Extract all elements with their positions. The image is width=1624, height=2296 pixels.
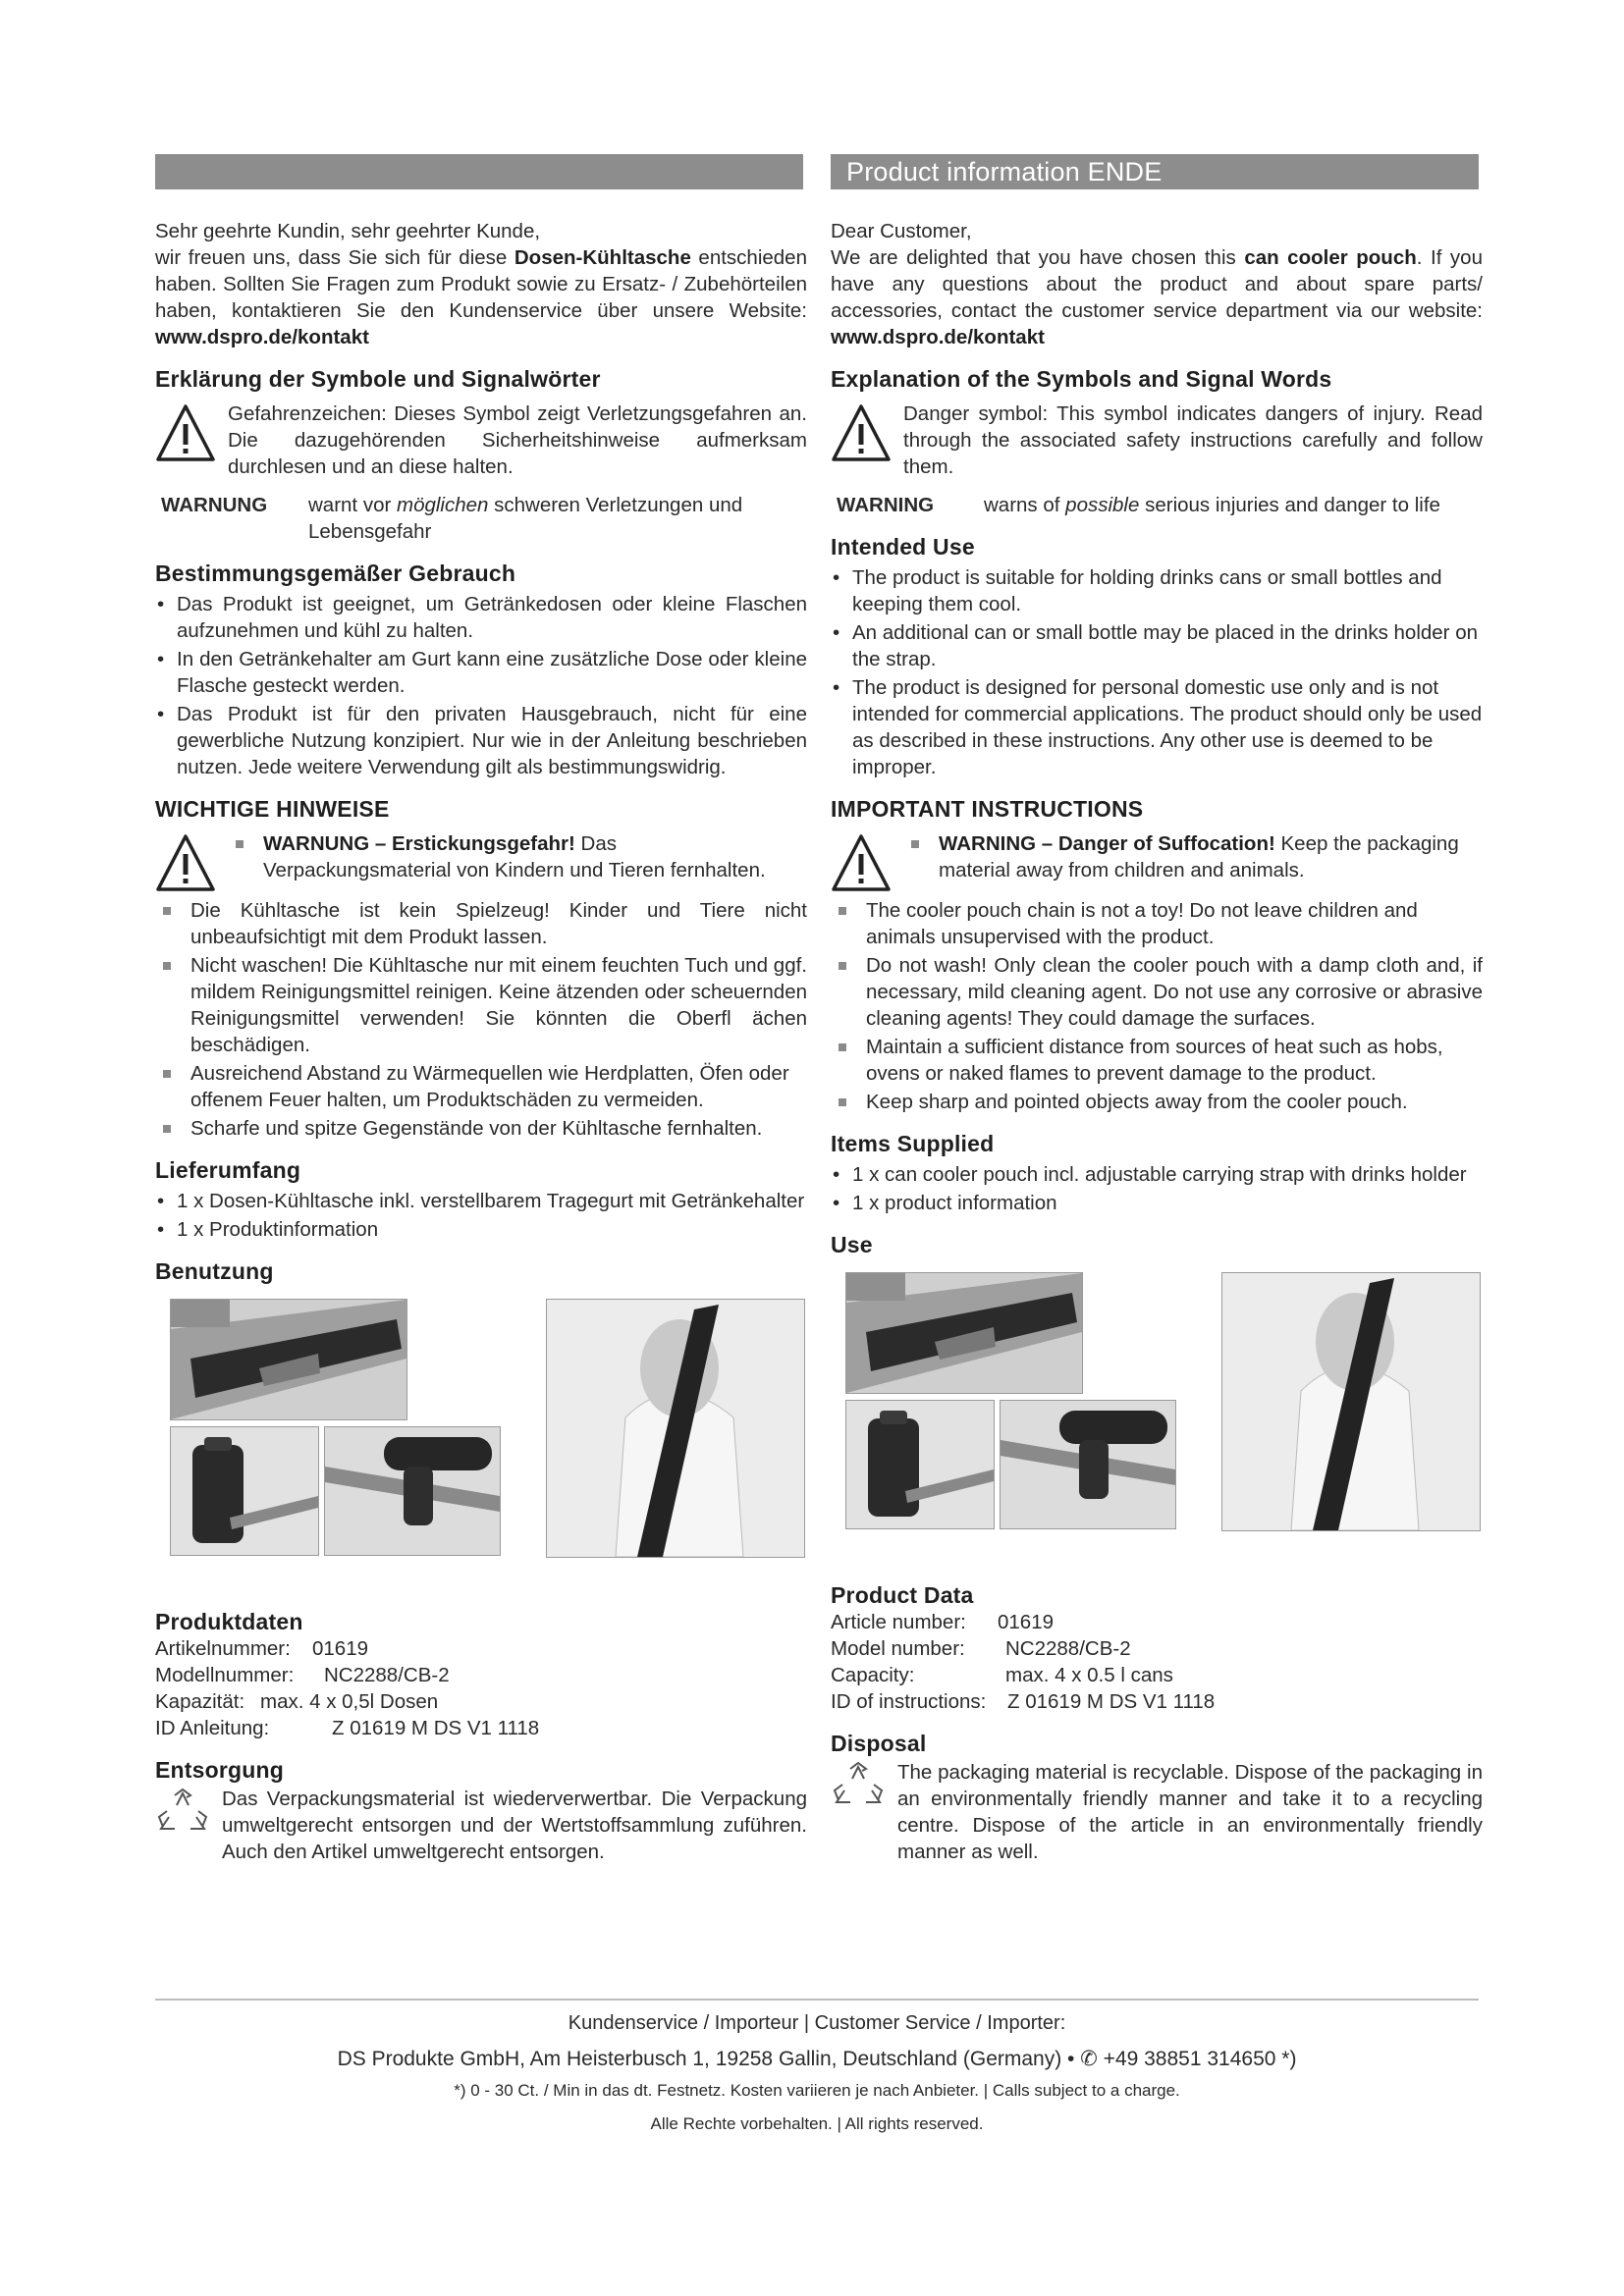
product-data-table	[155, 1635, 807, 1741]
list-item: • An additional can or small bottle may be placed in the drinks holder on the strap.	[831, 619, 1483, 672]
photo-pouch-open	[170, 1299, 407, 1420]
disposal-row	[155, 1786, 807, 1865]
column-german	[155, 218, 807, 1865]
recycling-icon	[831, 1761, 886, 1814]
intended-use-heading: Intended Use	[831, 534, 975, 560]
footer-service-line: Kundenservice / Importeur | Customer Service / Importer:	[568, 2012, 1066, 2034]
signal-word: WARNING	[837, 494, 935, 516]
data-row: Model number: NC2288/CB-2	[831, 1637, 1131, 1660]
footer	[155, 1999, 1479, 2134]
signal-word: WARNUNG	[161, 494, 268, 516]
data-row: ID of instructions: Z 01619 M DS V1 1118	[831, 1690, 1216, 1713]
list-item: • In den Getränkehalter am Gurt kann eine zusätzliche Dose oder kleine Flasche gesteckt werden.	[155, 646, 807, 699]
header-bar-left	[155, 154, 803, 189]
disposal-text: The packaging material is recyclable. Dispose of the packaging in an environmentally friendly manner and take it to a recycling centre. Dispose of the article in an environmentally friendly manner as well.	[897, 1761, 1483, 1863]
product-data-heading: Produktdaten	[155, 1609, 303, 1634]
important-heading: WICHTIGE HINWEISE	[155, 796, 390, 822]
danger-symbol-text: Gefahrenzeichen: Dieses Symbol zeigt Verletzungsgefahren an. Die dazugehörenden Sicherheitshinweise aufmerksam durchlesen und an diese halten.	[228, 402, 807, 478]
data-row: Kapazität: max. 4 x 0,5l Dosen	[155, 1690, 439, 1713]
column-english	[831, 218, 1483, 1865]
danger-symbol-text: Danger symbol: This symbol indicates dangers of injury. Read through the associated safety instructions carefully and follow them.	[903, 402, 1483, 478]
contact-link[interactable]: www.dspro.de/kontakt	[831, 326, 1045, 348]
supplied-list	[155, 1188, 807, 1243]
list-item: • Das Produkt ist für den privaten Hausgebrauch, nicht für eine gewerbliche Nutzung konzipiert. Nur wie in der Anleitung beschrieben nutzen. Jede weitere Verwendung gilt als bestimmungswidrig.	[155, 701, 807, 780]
usage-photos	[831, 1272, 1483, 1567]
list-item: Scharfe und spitze Gegenstände von der Kühltasche fernhalten.	[155, 1115, 807, 1142]
salutation: Dear Customer,	[831, 220, 972, 242]
intended-use-heading: Bestimmungsgemäßer Gebrauch	[155, 561, 516, 586]
contact-link[interactable]: www.dspro.de/kontakt	[155, 326, 369, 348]
list-item: • 1 x Dosen-Kühltasche inkl. verstellbarem Tragegurt mit Getränkehalter	[155, 1188, 807, 1214]
signal-word-row	[831, 492, 1483, 518]
disposal-text: Das Verpackungsmaterial ist wiederverwertbar. Die Verpackung umweltgerecht entsorgen und der Wertstoffsammlung zuführen. Auch den Artikel umweltgerecht entsorgen.	[222, 1788, 807, 1863]
list-item: • Das Produkt ist geeignet, um Getränkedosen oder kleine Flaschen aufzunehmen und kühl zu halten.	[155, 591, 807, 644]
instructions-list	[831, 897, 1483, 1115]
footer-address-line: DS Produkte GmbH, Am Heisterbusch 1, 19258 Gallin, Deutschland (Germany) • ✆ +49 38851 314650 *)	[337, 2048, 1297, 2070]
salutation: Sehr geehrte Kundin, sehr geehrter Kunde,	[155, 220, 541, 242]
footer-cost-note: *) 0 - 30 Ct. / Min in das dt. Festnetz. Kosten variieren je nach Anbieter. | Calls subject to a charge.	[454, 2081, 1180, 2100]
data-row: Article number: 01619	[831, 1611, 1055, 1633]
disposal-heading: Entsorgung	[155, 1757, 285, 1783]
list-item: • 1 x product information	[831, 1190, 1483, 1216]
suffocation-warning-row	[831, 830, 1483, 893]
usage-heading: Use	[831, 1232, 873, 1257]
suffocation-warning: WARNUNG – Erstickungsgefahr! Das Verpackungsmaterial von Kindern und Tieren fernhalten.	[228, 830, 807, 883]
signal-word-text: warns of possible serious injuries and danger to life	[984, 494, 1440, 516]
list-item: The cooler pouch chain is not a toy! Do not leave children and animals unsupervised with the product.	[831, 897, 1483, 950]
data-row: Modellnummer: NC2288/CB-2	[155, 1664, 450, 1686]
photo-person-carrying	[1221, 1272, 1481, 1531]
page-title: Product information ENDE	[846, 157, 1163, 187]
warning-triangle-icon	[831, 402, 892, 463]
list-item: Do not wash! Only clean the cooler pouch with a damp cloth and, if necessary, mild cleaning agent. Do not use any corrosive or abrasive cleaning agents! They could damage the surfaces.	[831, 952, 1483, 1032]
intro-text: wir freuen uns, dass Sie sich für diese Dosen-Kühltasche entschieden haben. Sollten Sie Fragen zum Produkt sowie zu Ersatz- / Zubehörteilen haben, kontaktieren Sie den Kundenservice über unsere Website: www.dspro.de/kontakt	[155, 246, 807, 348]
supplied-heading: Items Supplied	[831, 1131, 995, 1156]
intended-use-list	[155, 591, 807, 780]
warning-triangle-icon	[831, 832, 892, 893]
instructions-list	[155, 897, 807, 1142]
danger-symbol-row	[831, 400, 1483, 480]
symbols-heading: Explanation of the Symbols and Signal Words	[831, 366, 1332, 392]
signal-word-row	[155, 492, 807, 545]
disposal-heading: Disposal	[831, 1731, 927, 1756]
list-item: Maintain a sufficient distance from sources of heat such as hobs, ovens or naked flames to prevent damage to the product.	[831, 1034, 1483, 1087]
list-item: • The product is designed for personal domestic use only and is not intended for commercial applications. The product should only be used as described in these instructions. Any other use is deemed to be improper.	[831, 674, 1483, 780]
usage-heading: Benutzung	[155, 1258, 274, 1284]
symbols-heading: Erklärung der Symbole und Signalwörter	[155, 366, 601, 392]
list-item: Die Kühltasche ist kein Spielzeug! Kinder und Tiere nicht unbeaufsichtigt mit dem Produkt lassen.	[155, 897, 807, 950]
danger-symbol-row	[155, 400, 807, 480]
product-data-heading: Product Data	[831, 1582, 974, 1608]
photo-pouch-upright	[170, 1426, 319, 1556]
photo-person-carrying	[546, 1299, 805, 1558]
suffocation-warning: WARNING – Danger of Suffocation! Keep the packaging material away from children and animals.	[903, 830, 1483, 883]
warning-triangle-icon	[155, 832, 216, 893]
data-row: Capacity: max. 4 x 0.5 l cans	[831, 1664, 1173, 1686]
product-data-table	[831, 1609, 1483, 1715]
photo-pouch-with-holder	[1000, 1400, 1176, 1529]
list-item: • The product is suitable for holding drinks cans or small bottles and keeping them cool.	[831, 564, 1483, 617]
list-item: • 1 x can cooler pouch incl. adjustable carrying strap with drinks holder	[831, 1161, 1483, 1188]
suffocation-warning-row	[155, 830, 807, 893]
photo-pouch-with-holder	[324, 1426, 501, 1556]
intro-text: We are delighted that you have chosen this can cooler pouch. If you have any questions about the product and about spare parts/ accessories, contact the customer service department via our website: www.dspro.de/kontakt	[831, 246, 1483, 348]
intended-use-list	[831, 564, 1483, 780]
warning-triangle-icon	[155, 402, 216, 463]
supplied-list	[831, 1161, 1483, 1216]
list-item: • 1 x Produktinformation	[155, 1216, 807, 1243]
list-item: Keep sharp and pointed objects away from the cooler pouch.	[831, 1089, 1483, 1115]
list-item: Ausreichend Abstand zu Wärmequellen wie Herdplatten, Öfen oder offenem Feuer halten, um Produktschäden zu vermeiden.	[155, 1060, 807, 1113]
photo-pouch-open	[845, 1272, 1083, 1394]
recycling-icon	[155, 1788, 210, 1841]
disposal-row	[831, 1759, 1483, 1865]
footer-rights: Alle Rechte vorbehalten. | All rights reserved.	[650, 2114, 984, 2133]
data-row: ID Anleitung: Z 01619 M DS V1 1118	[155, 1717, 540, 1739]
photo-pouch-upright	[845, 1400, 995, 1529]
data-row: Artikelnummer: 01619	[155, 1637, 369, 1660]
header-bar-right	[831, 154, 1479, 189]
usage-photos	[155, 1299, 807, 1593]
signal-word-text: warnt vor möglichen schweren Verletzungen und Lebensgefahr	[308, 494, 743, 543]
supplied-heading: Lieferumfang	[155, 1157, 301, 1183]
list-item: Nicht waschen! Die Kühltasche nur mit einem feuchten Tuch und ggf. mildem Reinigungsmittel reinigen. Keine ätzenden oder scheuernden Reinigungsmittel verwenden! Sie könnten die Oberfl ächen beschädigen.	[155, 952, 807, 1058]
important-heading: IMPORTANT INSTRUCTIONS	[831, 796, 1144, 822]
